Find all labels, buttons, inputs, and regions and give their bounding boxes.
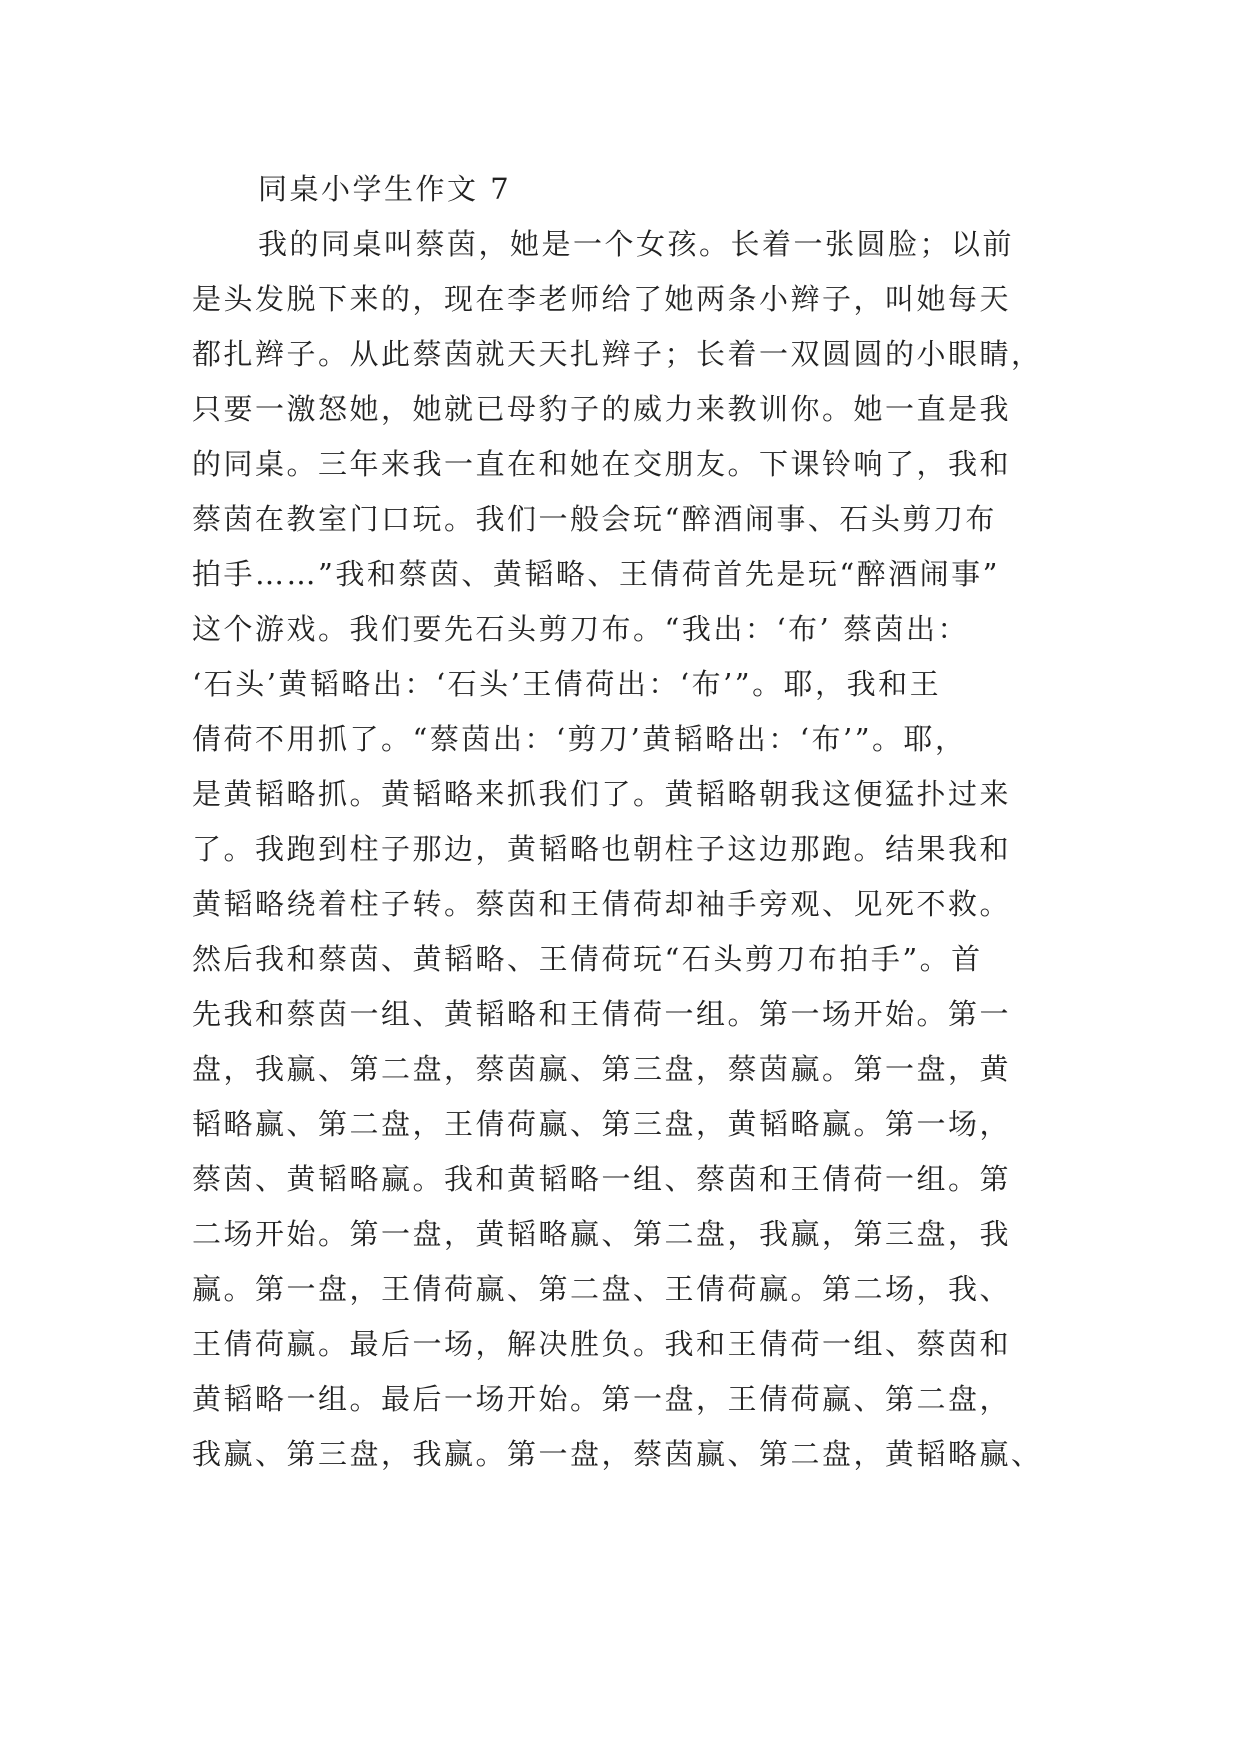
text-line-4: 只要一激怒她，她就已母豹子的威力来教训你。她一直是我 [192, 392, 1012, 426]
text-line-6: 蔡茵在教室门口玩。我们一般会玩“醉酒闹事、石头剪刀布 [192, 502, 997, 536]
text-line-8: 这个游戏。我们要先石头剪刀布。“我出：‘布’ 蔡茵出： [192, 612, 969, 646]
text-line-15: 先我和蔡茵一组、黄韬略和王倩荷一组。第一场开始。第一 [192, 997, 1012, 1031]
text-line-22: 黄韬略一组。最后一场开始。第一盘，王倩荷赢、第二盘， [192, 1382, 1012, 1416]
text-line-21: 王倩荷赢。最后一场，解决胜负。我和王倩荷一组、蔡茵和 [192, 1327, 1012, 1361]
text-line-16: 盘，我赢、第二盘，蔡茵赢、第三盘，蔡茵赢。第一盘，黄 [192, 1052, 1012, 1086]
text-line-1: 我的同桌叫蔡茵，她是一个女孩。长着一张圆脸；以前 [258, 227, 1015, 261]
text-line-19: 二场开始。第一盘，黄韬略赢、第二盘，我赢，第三盘，我 [192, 1217, 1012, 1251]
text-line-20: 赢。第一盘，王倩荷赢、第二盘、王倩荷赢。第二场，我、 [192, 1272, 1012, 1306]
text-line-13: 黄韬略绕着柱子转。蔡茵和王倩荷却袖手旁观、见死不救。 [192, 887, 1012, 921]
text-line-17: 韬略赢、第二盘，王倩荷赢、第三盘，黄韬略赢。第一场， [192, 1107, 1012, 1141]
text-line-3: 都扎辫子。从此蔡茵就天天扎辫子；长着一双圆圆的小眼睛， [192, 337, 1043, 371]
text-line-9: ‘石头’黄韬略出：‘石头’王倩荷出：‘布’”。耶，我和王 [192, 667, 942, 701]
text-line-23: 我赢、第三盘，我赢。第一盘，蔡茵赢、第二盘，黄韬略赢、 [192, 1437, 1043, 1471]
text-line-18: 蔡茵、黄韬略赢。我和黄韬略一组、蔡茵和王倩荷一组。第 [192, 1162, 1012, 1196]
text-line-14: 然后我和蔡茵、黄韬略、王倩荷玩“石头剪刀布拍手”。首 [192, 942, 983, 976]
text-line-12: 了。我跑到柱子那边，黄韬略也朝柱子这边那跑。结果我和 [192, 832, 1012, 866]
text-line-7: 拍手……”我和蔡茵、黄韬略、王倩荷首先是玩“醉酒闹事” [192, 557, 1000, 591]
text-line-5: 的同桌。三年来我一直在和她在交朋友。下课铃响了，我和 [192, 447, 1012, 481]
text-line-2: 是头发脱下来的，现在李老师给了她两条小辫子，叫她每天 [192, 282, 1012, 316]
essay-title: 同桌小学生作文 7 [258, 172, 512, 206]
essay-body [192, 162, 1072, 1482]
text-line-10: 倩荷不用抓了。“蔡茵出：‘剪刀’黄韬略出：‘布’”。耶， [192, 722, 967, 756]
text-line-11: 是黄韬略抓。黄韬略来抓我们了。黄韬略朝我这便猛扑过来 [192, 777, 1012, 811]
